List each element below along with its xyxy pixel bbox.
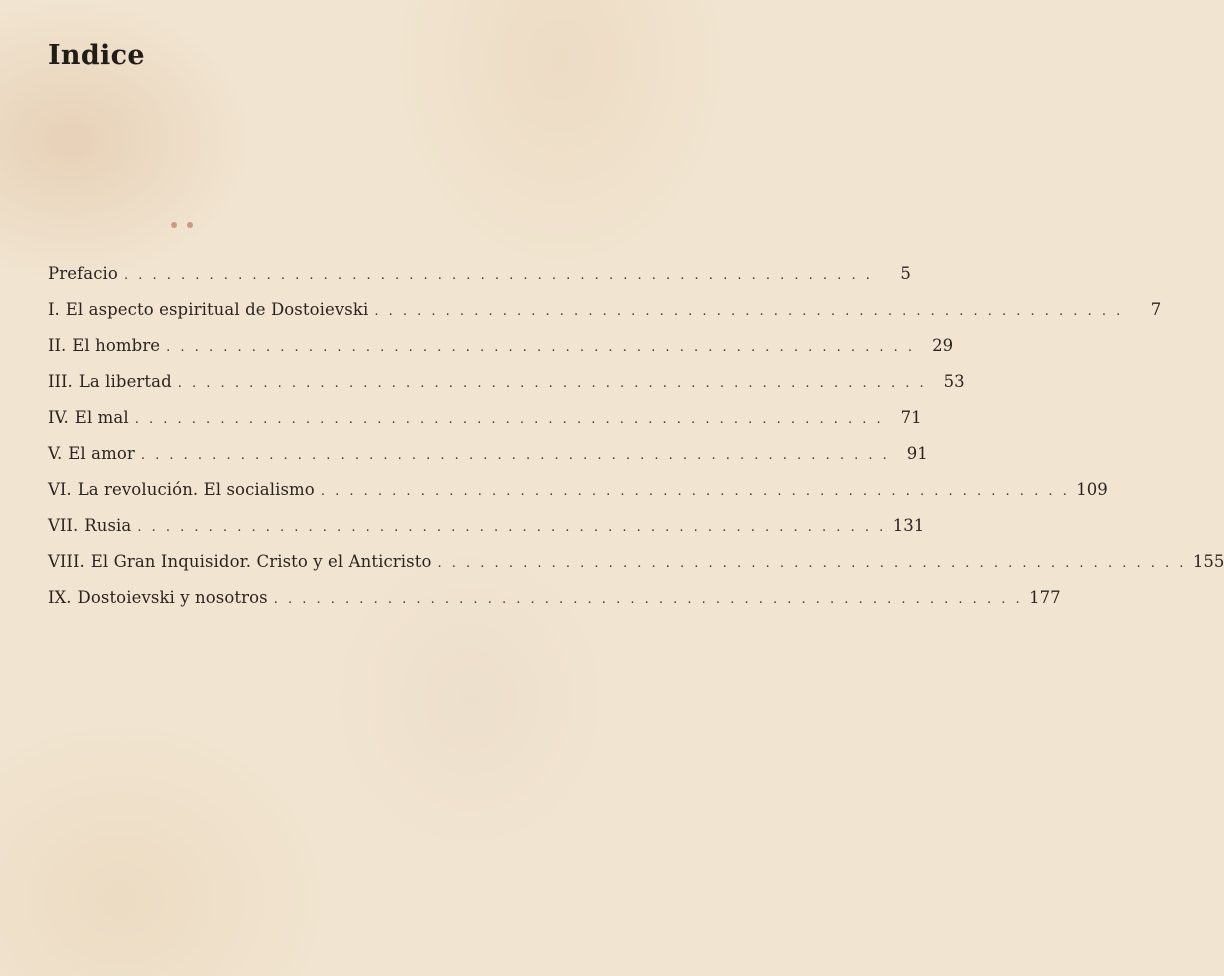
chapter-number: I.	[48, 300, 60, 319]
dot-leader: . . . . . . . . . . . . . . . . . . . . . . . . . . . . . . . . . . . . . . . . . . . . . . . . . . . . .	[437, 556, 1187, 571]
page-number: 29	[932, 336, 954, 355]
chapter-title: El aspecto espiritual de Dostoievski	[65, 300, 369, 319]
page-number: 131	[892, 516, 925, 535]
chapter-title: La revolución. El socialismo	[77, 480, 315, 499]
dot-leader: . . . . . . . . . . . . . . . . . . . . . . . . . . . . . . . . . . . . . . . . . . . . . . . . . . . . .	[134, 412, 884, 427]
page-number: 53	[943, 372, 965, 391]
chapter-number: V.	[48, 444, 63, 463]
dot-leader: . . . . . . . . . . . . . . . . . . . . . . . . . . . . . . . . . . . . . . . . . . . . . . . . . . . . .	[123, 268, 873, 283]
dot-leader: . . . . . . . . . . . . . . . . . . . . . . . . . . . . . . . . . . . . . . . . . . . . . . . . . . . . .	[166, 340, 916, 355]
chapter-number: VI.	[48, 480, 72, 499]
page-number: 91	[906, 444, 928, 463]
chapter-number: III.	[48, 372, 73, 391]
page-number: 71	[900, 408, 922, 427]
dot-leader: . . . . . . . . . . . . . . . . . . . . . . . . . . . . . . . . . . . . . . . . . . . . . . . . . . . . .	[140, 448, 890, 463]
chapter-number: VII.	[48, 516, 79, 535]
page-number: 177	[1029, 588, 1061, 607]
toc-entry-8	[48, 552, 1224, 588]
chapter-number: II.	[48, 336, 67, 355]
chapter-title: El Gran Inquisidor. Cristo y el Anticristo	[90, 552, 432, 571]
toc-entry-4	[48, 408, 922, 444]
dot-leader: . . . . . . . . . . . . . . . . . . . . . . . . . . . . . . . . . . . . . . . . . . . . . . . . . . . . .	[273, 592, 1023, 607]
toc-entry-2	[48, 336, 954, 372]
toc-entry-prefacio	[48, 264, 911, 300]
chapter-title: El hombre	[72, 336, 161, 355]
chapter-title: El amor	[68, 444, 135, 463]
dot-leader: . . . . . . . . . . . . . . . . . . . . . . . . . . . . . . . . . . . . . . . . . . . . . . . . . . . . .	[137, 520, 887, 535]
toc-entry-3	[48, 372, 965, 408]
chapter-title: El mal	[74, 408, 129, 427]
chapter-number: IX.	[48, 588, 72, 607]
chapter-title: Prefacio	[48, 264, 118, 283]
chapter-title: La libertad	[78, 372, 172, 391]
chapter-title: Rusia	[84, 516, 132, 535]
ornament-dots	[171, 220, 205, 230]
page-number: 109	[1076, 480, 1108, 499]
dot-leader: . . . . . . . . . . . . . . . . . . . . . . . . . . . . . . . . . . . . . . . . . . . . . . . . . . . . .	[320, 484, 1070, 499]
page-number: 7	[1150, 300, 1162, 319]
toc-entry-9	[48, 588, 1061, 624]
table-of-contents	[48, 264, 1224, 624]
toc-entry-7	[48, 516, 925, 552]
page-number: 5	[900, 264, 911, 283]
dot-leader: . . . . . . . . . . . . . . . . . . . . . . . . . . . . . . . . . . . . . . . . . . . . . . . . . . . . .	[177, 376, 927, 391]
page-title: Indice	[48, 40, 145, 71]
toc-entry-1	[48, 300, 1162, 336]
chapter-title: Dostoievski y nosotros	[77, 588, 268, 607]
page-number: 155	[1192, 552, 1224, 571]
chapter-number: VIII.	[48, 552, 85, 571]
toc-entry-5	[48, 444, 928, 480]
toc-entry-6	[48, 480, 1108, 516]
dot-leader: . . . . . . . . . . . . . . . . . . . . . . . . . . . . . . . . . . . . . . . . . . . . . . . . . . . . .	[374, 304, 1124, 319]
chapter-number: IV.	[48, 408, 69, 427]
